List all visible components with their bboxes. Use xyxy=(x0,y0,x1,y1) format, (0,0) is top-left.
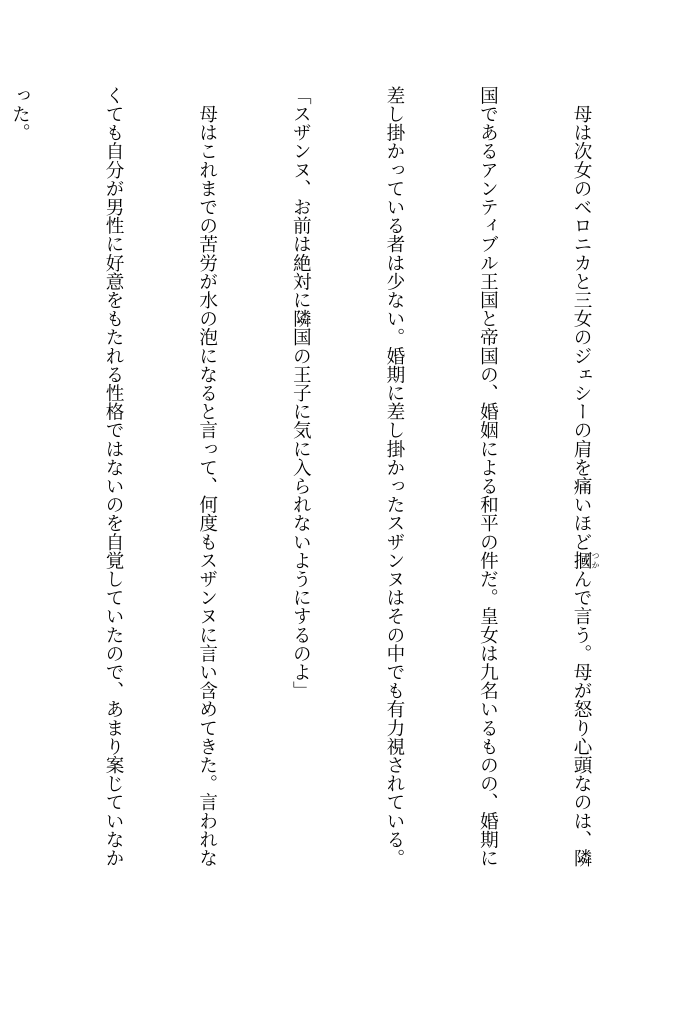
ruby-tsuka-base: 摑 xyxy=(571,551,593,570)
ruby-tsuka xyxy=(571,551,601,570)
text-line-3: 差し掛かっている者は少ない。婚期に差し掛かったスザンヌはその中でも有力視されている。 xyxy=(383,86,405,868)
text-line-2: 国であるアンティブル王国と帝国の、婚姻による和平の件だ。皇女は九名いるものの、婚期に xyxy=(477,86,499,868)
vertical-text-body xyxy=(0,86,662,986)
text-line-5: 母はこれまでの苦労が水の泡になると言って、何度もスザンヌに言い含めてきた。言われな xyxy=(196,86,218,868)
text-line-1 xyxy=(566,86,600,986)
text-line-7: った。 xyxy=(9,86,31,142)
text-line-6: くても自分が男性に好意をもたれる性格ではないのを自覚していたので、あまり案じていなか xyxy=(103,86,125,868)
text-line-1-body: 母は次女のベロニカと三女のジェシーの肩を痛いほど xyxy=(571,86,593,551)
text-line-1-tail: んで言う。母が怒り心頭なのは、隣 xyxy=(571,569,593,868)
ruby-tsuka-reading: つか xyxy=(591,551,601,570)
text-line-4: 「スザンヌ、お前は絶対に隣国の王子に気に入られないようにするのよ」 xyxy=(290,86,312,700)
